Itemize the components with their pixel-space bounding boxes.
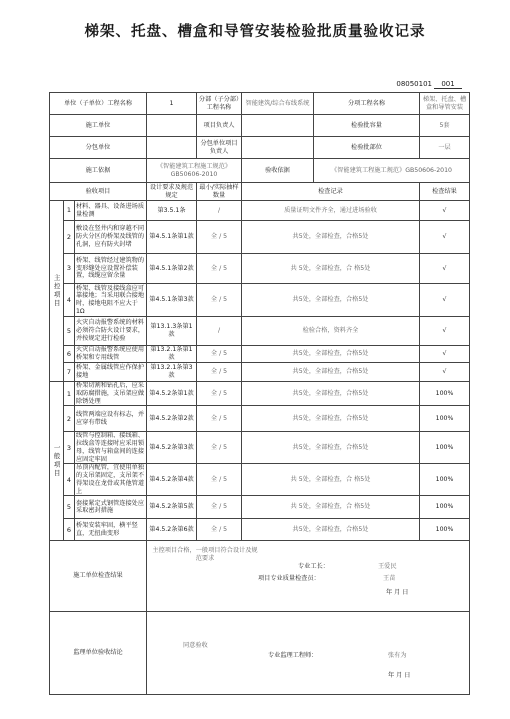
item-result: √ [420, 317, 470, 346]
item-number: 4 [64, 464, 75, 496]
table-row [50, 201, 470, 221]
item-requirement: 第4.5.2条第4款 [147, 464, 197, 496]
item-record: 共5处，全部检查，合格5处 [242, 346, 420, 363]
item-record: 共5处，全部检查，合格5处 [242, 382, 420, 406]
item-sample: 全 / 5 [197, 254, 242, 284]
engineer-label: 专业监理工程师： [268, 652, 318, 660]
item-sample: 全 / 5 [197, 382, 242, 406]
sub-pm-label: 分包单位项目负责人 [197, 137, 242, 159]
column-header-row [50, 183, 470, 201]
item-number: 7 [64, 363, 75, 382]
header-row-3 [50, 137, 470, 159]
acceptance-basis-label: 验收依据 [242, 159, 314, 183]
acceptance-basis-value: 《智能建筑工程施工规范》GB50606-2010 [314, 159, 470, 183]
item-requirement: 第4.5.2条第2款 [147, 406, 197, 432]
main-items-body [50, 201, 470, 382]
col-req: 设计要求及规范规定 [147, 183, 197, 201]
batch-part-label: 检验批部位 [314, 137, 420, 159]
supervisor-date: 年 月 日 [388, 672, 411, 680]
item-description: 桥架切割和钻孔后，应采取防腐措施，支吊架应做除锈处理 [75, 382, 147, 406]
item-sample: 全 / 5 [197, 346, 242, 363]
item-result: √ [420, 363, 470, 382]
item-number: 1 [64, 382, 75, 406]
item-number: 2 [64, 221, 75, 254]
contractor-label: 施工单位 [50, 115, 147, 137]
header-row-1 [50, 93, 470, 115]
table-row [50, 346, 470, 363]
item-result: 100% [420, 464, 470, 496]
batch-qty-label: 检验批容量 [314, 115, 420, 137]
item-requirement: 第4.5.2条第3款 [147, 432, 197, 464]
table-row [50, 464, 470, 496]
contractor-conclusion: 主控项目合格，一般项目符合设计及规范要求 [152, 547, 258, 562]
supervisor-check-label: 监理单位验收结论 [50, 612, 147, 695]
item-requirement: 第4.5.2条第1款 [147, 382, 197, 406]
contractor-date: 年 月 日 [386, 589, 409, 597]
item-record: 共5处，全部检查，合格5处 [242, 284, 420, 317]
item-requirement: 第4.5.2条第5款 [147, 496, 197, 519]
item-result: √ [420, 254, 470, 284]
item-sample: 全 / 5 [197, 496, 242, 519]
basis-value: 《智能建筑工程施工规范》GB50606-2010 [147, 159, 242, 183]
item-number: 6 [64, 346, 75, 363]
item-sample: 全 / 5 [197, 221, 242, 254]
sub-label: 分包单位 [50, 137, 147, 159]
item-requirement: 第4.5.2条第6款 [147, 519, 197, 541]
item-record: 共5处，全部检查，合格5处 [242, 221, 420, 254]
subitem-label: 分项工程名称 [314, 93, 420, 115]
contractor-check-cell [147, 541, 470, 612]
item-record: 共5处，全部检查，合格5处 [242, 406, 420, 432]
item-description: 材料、器具、设备进场质量检测 [75, 201, 147, 221]
col-item: 验收项目 [50, 183, 147, 201]
item-record: 质量证明文件齐全，通过进场验收 [242, 201, 420, 221]
item-number: 5 [64, 496, 75, 519]
foreman-value: 王爱民 [378, 563, 397, 571]
item-requirement: 第3.5.1条 [147, 201, 197, 221]
item-description: 桥架、线管及接线盒应可靠接地；当采用联合接地时，接地电阻不应大于1Ω [75, 284, 147, 317]
item-number: 1 [64, 201, 75, 221]
item-description: 桥架、线管经过建筑物的变形缝处应设置补偿装置，线缆应留余量 [75, 254, 147, 284]
acceptance-table [49, 92, 470, 695]
code-prefix: 08050101 [396, 80, 432, 88]
table-row [50, 406, 470, 432]
sub-pm-value [242, 137, 314, 159]
item-result: √ [420, 221, 470, 254]
form-code [396, 80, 462, 89]
pm-value [242, 115, 314, 137]
table-row [50, 254, 470, 284]
page-title: 梯架、托盘、槽盒和导管安装检验批质量验收记录 [84, 24, 426, 40]
item-result: 100% [420, 406, 470, 432]
item-description: 桥架安装牢固，横平竖直，无扭曲变形 [75, 519, 147, 541]
batch-part-value: 一层 [420, 137, 470, 159]
contractor-check-label: 施工单位检查结果 [50, 541, 147, 612]
item-result: √ [420, 201, 470, 221]
table-row [50, 432, 470, 464]
unit-label: 单位（子单位）工程名称 [50, 93, 147, 115]
table-row [50, 317, 470, 346]
item-description: 桥架、金属线管应作保护接地 [75, 363, 147, 382]
item-number: 2 [64, 406, 75, 432]
contractor-value [147, 115, 197, 137]
item-requirement: 第13.1.3条第1款 [147, 317, 197, 346]
batch-qty-value: 5套 [420, 115, 470, 137]
item-sample: 全 / 5 [197, 432, 242, 464]
item-description: 线管两端应设有标志，并应穿有带线 [75, 406, 147, 432]
item-sample: 全 / 5 [197, 464, 242, 496]
contractor-check-row [50, 541, 470, 612]
code-suffix: 001 [434, 80, 462, 89]
engineer-value: 张有为 [388, 652, 407, 660]
item-number: 3 [64, 254, 75, 284]
supervisor-check-cell [147, 612, 470, 695]
item-description: 火灾自动报警系统的材料必须符合防火设计要求，并按规定进行检验 [75, 317, 147, 346]
item-number: 6 [64, 519, 75, 541]
item-result: 100% [420, 382, 470, 406]
item-sample: 全 / 5 [197, 363, 242, 382]
item-description: 敷设在竖井内和穿越不同防火分区的桥架及线管的孔洞，应有防火封堵 [75, 221, 147, 254]
item-result: 100% [420, 496, 470, 519]
item-record: 共 5处，全部检查，合 格5处 [242, 464, 420, 496]
col-result: 检查结果 [420, 183, 470, 201]
table-row [50, 221, 470, 254]
qc-value: 王苗 [383, 575, 396, 583]
table-row [50, 519, 470, 541]
item-sample: / [197, 201, 242, 221]
item-requirement: 第13.2.1条第1款 [147, 346, 197, 363]
item-number: 3 [64, 432, 75, 464]
table-row [50, 382, 470, 406]
sub-value [147, 137, 197, 159]
item-record: 共5处，全部检查，合格5处 [242, 363, 420, 382]
item-sample: 全 / 5 [197, 406, 242, 432]
basis-label: 施工依据 [50, 159, 147, 183]
item-requirement: 第4.5.1条第1款 [147, 221, 197, 254]
item-number: 5 [64, 317, 75, 346]
item-number: 4 [64, 284, 75, 317]
item-description: 火灾自动报警系统应使用桥架和专用线管 [75, 346, 147, 363]
header-row-2 [50, 115, 470, 137]
item-requirement: 第4.5.1条第2款 [147, 254, 197, 284]
item-record: 共5处，全部检查，合格5处 [242, 432, 420, 464]
item-requirement: 第4.5.1条第3款 [147, 284, 197, 317]
section-label: 一般项目 [50, 382, 64, 541]
supervisor-conclusion: 同意验收 [183, 642, 208, 650]
item-record: 共 5处，全部检查，合 格5处 [242, 496, 420, 519]
subitem-value: 梯架、托盘、槽盒和导管安装 [420, 93, 470, 115]
item-record: 检验合格，资料齐全 [242, 317, 420, 346]
header-row-4 [50, 159, 470, 183]
item-record: 共 5处，全部检查，合 格5处 [242, 254, 420, 284]
item-description: 套接紧定式钢管连接处应采取密封措施 [75, 496, 147, 519]
division-label: 分部（子分部）工程名称 [197, 93, 242, 115]
table-row [50, 496, 470, 519]
table-row [50, 284, 470, 317]
section-label: 主控项目 [50, 201, 64, 382]
supervisor-check-row [50, 612, 470, 695]
pm-label: 项目负责人 [197, 115, 242, 137]
item-requirement: 第13.2.1条第3款 [147, 363, 197, 382]
table-row [50, 363, 470, 382]
item-result: 100% [420, 519, 470, 541]
item-record: 共5处，全部检查，合格5处 [242, 519, 420, 541]
item-description: 线管与控制箱、接线箱、拉线盒等连接时应采用锁母，线管与箱盒间的连接应固定牢固 [75, 432, 147, 464]
item-sample: 全 / 5 [197, 519, 242, 541]
item-description: 吊顶内配管，宜使用单独的支吊架固定，支吊架不得架设在龙骨或其他管道上 [75, 464, 147, 496]
item-result: 100% [420, 432, 470, 464]
item-sample: / [197, 317, 242, 346]
unit-value: 1 [147, 93, 197, 115]
division-value: 智能建筑/综合布线系统 [242, 93, 314, 115]
qc-label: 项目专业质量检查员： [258, 575, 320, 583]
item-result: √ [420, 346, 470, 363]
item-sample: 全 / 5 [197, 284, 242, 317]
foreman-label: 专业工长： [298, 563, 329, 571]
general-items-body [50, 382, 470, 541]
col-record: 检查记录 [242, 183, 420, 201]
item-result: √ [420, 284, 470, 317]
col-min: 最小/实际抽样数量 [197, 183, 242, 201]
